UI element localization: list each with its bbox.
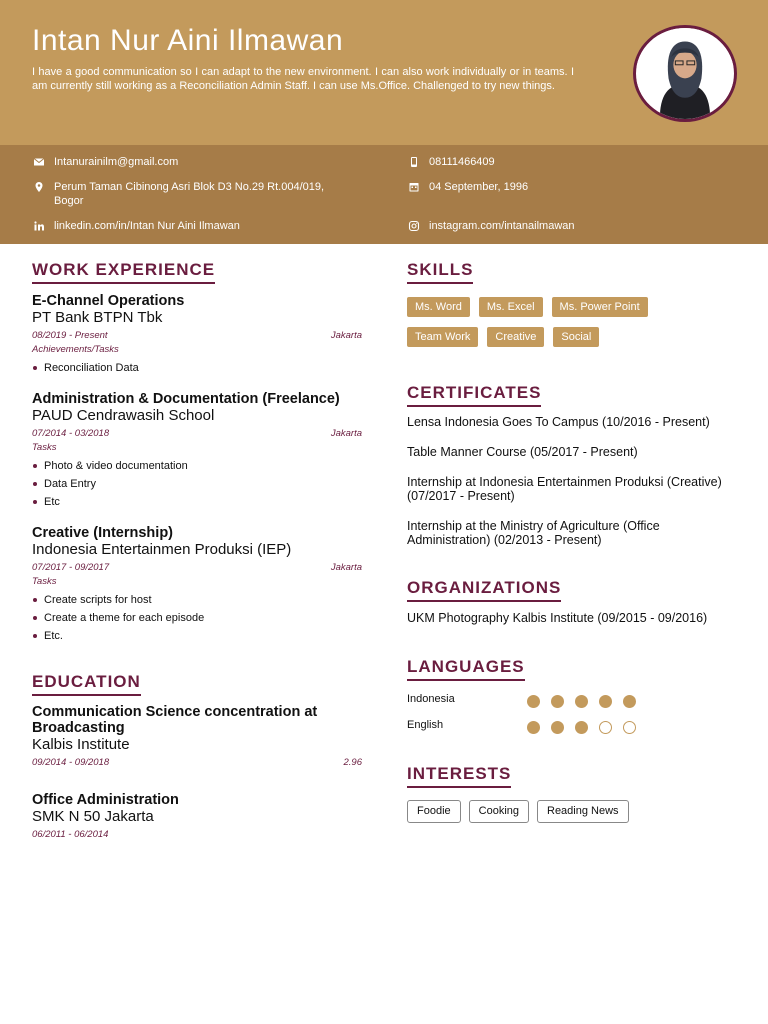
job-bullet: Create scripts for host xyxy=(32,591,362,609)
job-dates: 07/2017 - 09/2017 xyxy=(32,562,110,573)
level-dot-filled xyxy=(551,695,564,708)
job-company: PAUD Cendrawasih School xyxy=(32,407,215,424)
work-item xyxy=(32,293,362,377)
contact-phone[interactable] xyxy=(407,155,495,169)
certificate-item: Internship at the Ministry of Agriculture (Office Administration) (02/2013 - Present) xyxy=(407,519,660,547)
birthdate-text: 04 September, 1996 xyxy=(429,181,529,193)
job-title: E-Channel Operations xyxy=(32,293,185,309)
skill-tag: Ms. Excel xyxy=(479,297,543,317)
job-company: Indonesia Entertainmen Produksi (IEP) xyxy=(32,541,292,558)
skill-tag: Social xyxy=(553,327,599,347)
job-bullet: Photo & video documentation xyxy=(32,457,362,475)
language-level xyxy=(527,721,647,734)
certificate-item: Internship at Indonesia Entertainmen Produksi (Creative) (07/2017 - Present) xyxy=(407,475,722,503)
work-item xyxy=(32,391,362,511)
school-name: SMK N 50 Jakarta xyxy=(32,808,154,825)
level-dot-filled xyxy=(623,695,636,708)
level-dot-filled xyxy=(551,721,564,734)
contact-email[interactable] xyxy=(32,155,178,169)
job-bullets xyxy=(32,359,362,377)
phone-text: 08111466409 xyxy=(429,156,495,168)
language-row xyxy=(407,693,737,709)
job-bullet: Etc xyxy=(32,493,362,511)
certificate-item: Lensa Indonesia Goes To Campus (10/2016 - Present) xyxy=(407,415,710,429)
location-pin-icon xyxy=(32,180,46,194)
education-meta xyxy=(32,829,362,841)
language-name: Indonesia xyxy=(407,693,455,705)
contact-instagram[interactable] xyxy=(407,219,575,233)
job-bullet: Data Entry xyxy=(32,475,362,493)
job-bullets xyxy=(32,457,362,511)
contact-linkedin[interactable] xyxy=(32,219,240,233)
job-meta xyxy=(32,562,362,574)
linkedin-text: linkedin.com/in/Intan Nur Aini Ilmawan xyxy=(54,220,240,232)
education-heading: EDUCATION xyxy=(32,672,141,696)
education-grade: 2.96 xyxy=(343,757,362,768)
education-dates: 09/2014 - 09/2018 xyxy=(32,757,110,768)
work-experience-heading: WORK EXPERIENCE xyxy=(32,260,215,284)
level-dot-filled xyxy=(575,695,588,708)
education-item xyxy=(32,792,362,841)
skill-tag: Ms. Word xyxy=(407,297,470,317)
certificates-heading: CERTIFICATES xyxy=(407,383,541,407)
certificate-item: Table Manner Course (05/2017 - Present) xyxy=(407,445,638,459)
contact-bar xyxy=(0,145,768,244)
level-dot-empty xyxy=(623,721,636,734)
certificates-list xyxy=(407,415,742,563)
skill-tag: Team Work xyxy=(407,327,478,347)
level-dot-filled xyxy=(527,695,540,708)
language-level xyxy=(527,695,647,708)
contact-birthdate xyxy=(407,180,528,194)
job-location: Jakarta xyxy=(330,562,362,573)
job-location: Jakarta xyxy=(330,428,362,439)
interests-list xyxy=(407,800,637,823)
skill-tag: Creative xyxy=(487,327,544,347)
job-bullets xyxy=(32,591,362,645)
linkedin-icon xyxy=(32,219,46,233)
job-title: Administration & Documentation (Freelance) xyxy=(32,391,340,407)
language-name: English xyxy=(407,719,444,731)
instagram-text: instagram.com/intanailmawan xyxy=(429,220,575,232)
header xyxy=(0,0,768,145)
instagram-icon xyxy=(407,219,421,233)
person-name: Intan Nur Aini Ilmawan xyxy=(32,24,344,57)
education-item xyxy=(32,704,362,769)
job-company: PT Bank BTPN Tbk xyxy=(32,309,163,326)
envelope-icon xyxy=(32,155,46,169)
job-sublabel: Tasks xyxy=(32,442,57,453)
phone-icon xyxy=(407,155,421,169)
job-bullet: Etc. xyxy=(32,627,362,645)
job-meta xyxy=(32,428,362,440)
interest-tag: Foodie xyxy=(407,800,461,823)
level-dot-filled xyxy=(575,721,588,734)
profile-summary: I have a good communication so I can adapt to the new environment. I can also work individually or in teams. I am currently still working as a Reconciliation Admin Staff. I can use Ms.Office. Challenged to try new things. xyxy=(32,66,574,92)
education-dates: 06/2011 - 06/2014 xyxy=(32,829,109,840)
organization-item: UKM Photography Kalbis Institute (09/2015 - 09/2016) xyxy=(407,611,708,625)
skills-list xyxy=(407,297,737,357)
job-title: Creative (Internship) xyxy=(32,525,173,541)
job-meta xyxy=(32,330,362,342)
job-location: Jakarta xyxy=(330,330,362,341)
level-dot-empty xyxy=(599,721,612,734)
job-bullet: Reconciliation Data xyxy=(32,359,362,377)
interest-tag: Cooking xyxy=(469,800,529,823)
address-text: Perum Taman Cibinong Asri Blok D3 No.29 Rt.004/019, Bogor xyxy=(54,181,325,207)
skill-tag: Ms. Power Point xyxy=(552,297,648,317)
job-dates: 07/2014 - 03/2018 xyxy=(32,428,110,439)
person-photo-icon xyxy=(636,28,734,119)
work-item xyxy=(32,525,362,645)
interest-tag: Reading News xyxy=(537,800,629,823)
language-row xyxy=(407,719,737,735)
interests-heading: INTERESTS xyxy=(407,764,511,788)
skills-heading: SKILLS xyxy=(407,260,473,284)
contact-address xyxy=(32,180,352,208)
email-text: Intanurainilm@gmail.com xyxy=(54,156,179,168)
job-sublabel: Tasks xyxy=(32,576,57,587)
job-sublabel: Achievements/Tasks xyxy=(32,344,119,355)
education-meta xyxy=(32,757,362,769)
profile-photo xyxy=(633,25,737,122)
job-dates: 08/2019 - Present xyxy=(32,330,108,341)
degree-title: Communication Science concentration at Broadcasting xyxy=(32,704,318,736)
languages-heading: LANGUAGES xyxy=(407,657,525,681)
job-bullet: Create a theme for each episode xyxy=(32,609,362,627)
level-dot-filled xyxy=(527,721,540,734)
level-dot-filled xyxy=(599,695,612,708)
degree-title: Office Administration xyxy=(32,792,179,808)
calendar-icon xyxy=(407,180,421,194)
school-name: Kalbis Institute xyxy=(32,736,130,753)
organizations-heading: ORGANIZATIONS xyxy=(407,578,561,602)
